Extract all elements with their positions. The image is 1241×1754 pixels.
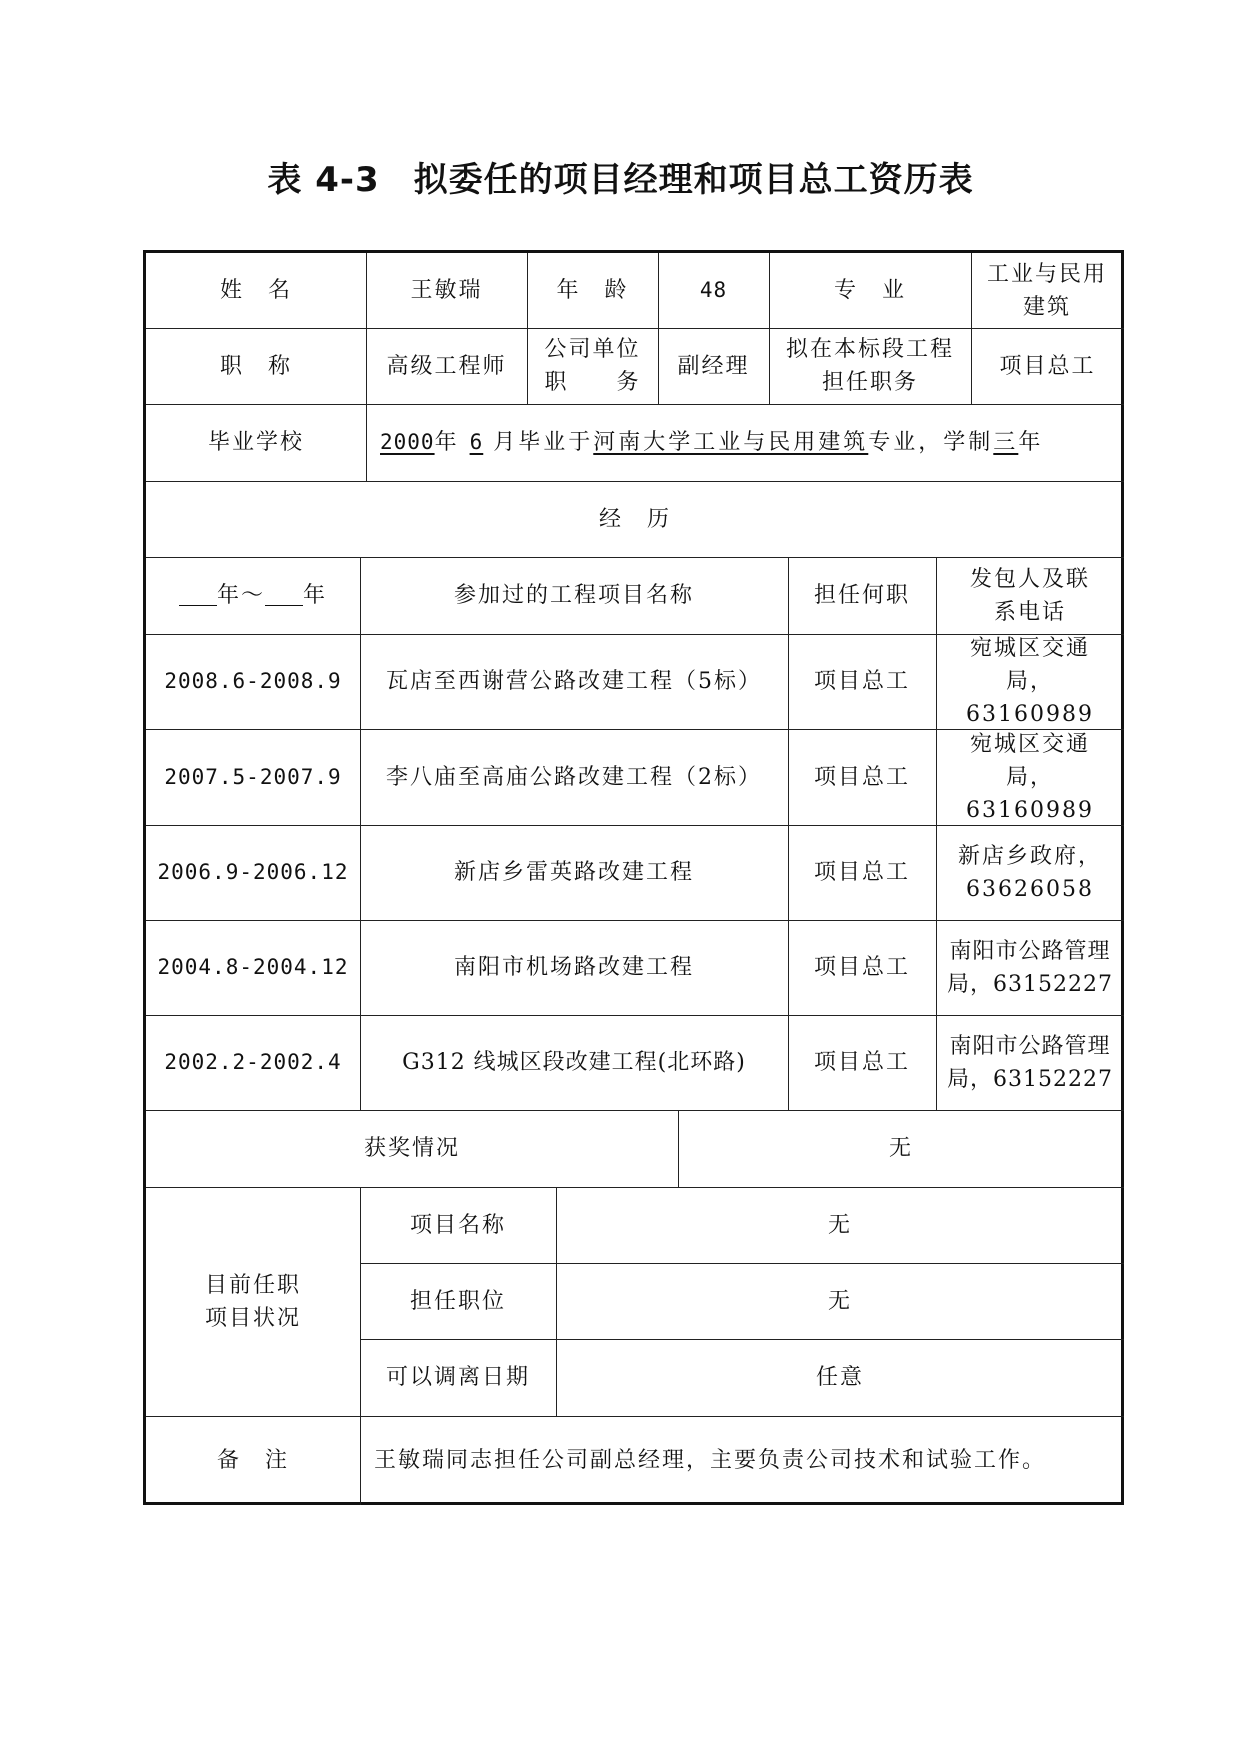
education-statement: 2000 年 6 月毕业于 河南大学工业与民用建筑 专业，学制 三 年: [366, 404, 1124, 481]
resume-table: [143, 250, 1124, 1505]
table-row-role: 项目总工: [813, 1050, 910, 1075]
graduation-year: 2000: [380, 430, 435, 454]
role-header: 担任何职: [813, 583, 910, 608]
table-row-period: 2004.8-2004.12: [157, 955, 349, 979]
major-label: 专 业: [833, 278, 906, 303]
experience-section-label: 经 历: [598, 506, 671, 532]
table-row-project: 瓦店至西谢营公路改建工程（5标）: [386, 669, 762, 694]
table-row-period: 2006.9-2006.12: [157, 860, 349, 884]
table-title: 拟委任的项目经理和项目总工资历表: [413, 160, 974, 200]
name-label: 姓 名: [219, 278, 292, 303]
table-row-contact: 宛城区交通局，63160989: [966, 731, 1094, 823]
awards-label: 获奖情况: [363, 1136, 460, 1161]
title-value: 高级工程师: [386, 353, 507, 379]
table-row-contact: 宛城区交通局，63160989: [966, 636, 1094, 727]
table-row-role: 项目总工: [813, 860, 910, 885]
table-row-role: 项目总工: [813, 764, 910, 790]
available-date-value: 任意: [815, 1365, 864, 1390]
table-row-period: 2002.2-2002.4: [164, 1050, 342, 1074]
contact-header: 发包人及联系电话: [970, 566, 1091, 625]
education-label: 毕业学校: [207, 430, 304, 455]
project-header: 参加过的工程项目名称: [453, 583, 694, 608]
table-row-role: 项目总工: [813, 955, 910, 980]
table-number: 表 4-3: [267, 160, 380, 200]
company-post-label: 公司单位职 务: [544, 337, 641, 395]
current-project-name-value: 无: [827, 1212, 852, 1238]
current-status-label: 目前任职项目状况: [204, 1272, 301, 1331]
current-position-value: 无: [827, 1288, 852, 1314]
table-row-project: G312 线城区段改建工程(北环路): [402, 1050, 746, 1075]
awards-value: 无: [888, 1136, 913, 1161]
age-value: 48: [699, 278, 728, 302]
proposed-post-label: 拟在本标段工程担任职务: [785, 337, 954, 395]
page-title: [0, 152, 1241, 201]
table-row-project: 南阳市机场路改建工程: [453, 955, 694, 980]
table-row-contact: 新店乡政府，63626058: [957, 843, 1102, 902]
remarks-label: 备 注: [216, 1448, 289, 1473]
table-row-contact: 南阳市公路管理局，63152227: [947, 1033, 1113, 1092]
age-label: 年 龄: [556, 278, 629, 303]
study-duration: 三: [993, 430, 1019, 455]
current-project-name-label: 项目名称: [409, 1212, 506, 1238]
table-row-role: 项目总工: [813, 669, 910, 694]
major-value: 工业与民用建筑: [986, 261, 1107, 320]
table-row-period: 2008.6-2008.9: [164, 669, 342, 693]
remarks-text: 王敏瑞同志担任公司副总经理，主要负责公司技术和试验工作。: [374, 1448, 1047, 1473]
table-row-project: 新店乡雷英路改建工程: [453, 860, 694, 885]
period-header: 年～ 年: [146, 557, 360, 634]
company-post-value: 副经理: [677, 353, 750, 379]
available-date-label: 可以调离日期: [385, 1365, 530, 1390]
school-major: 河南大学工业与民用建筑: [593, 430, 869, 455]
table-row-period: 2007.5-2007.9: [164, 764, 342, 789]
table-row-project: 李八庙至高庙公路改建工程（2标）: [386, 764, 762, 790]
proposed-post-value: 项目总工: [999, 353, 1096, 379]
name-value: 王敏瑞: [410, 278, 483, 303]
title-label: 职 称: [219, 353, 292, 379]
table-row-contact: 南阳市公路管理局，63152227: [947, 938, 1113, 997]
current-position-label: 担任职位: [409, 1288, 506, 1314]
graduation-month: 6: [469, 430, 484, 454]
